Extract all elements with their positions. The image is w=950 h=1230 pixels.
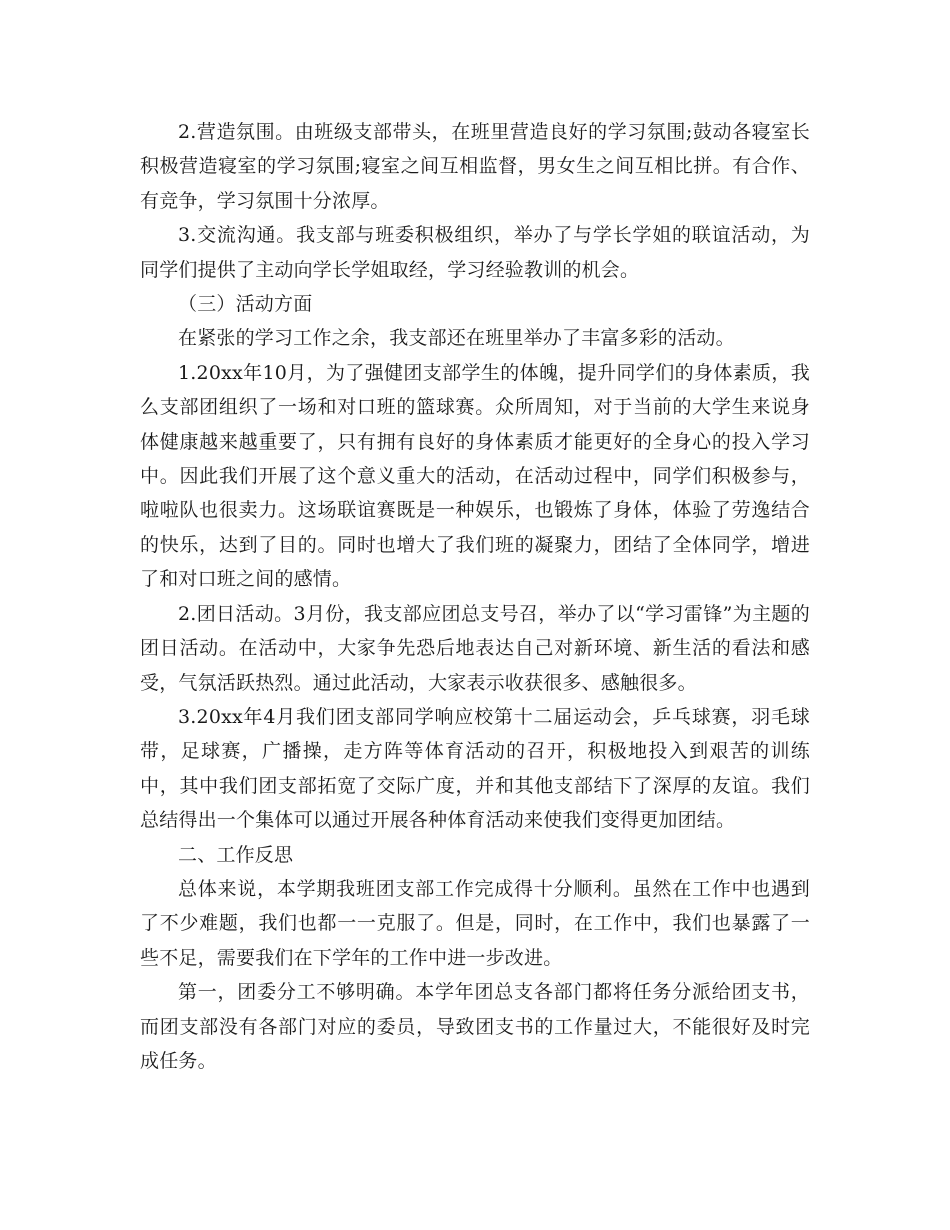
paragraph-basketball: 1.20xx年10月，为了强健团支部学生的体魄，提升同学们的身体素质，我么支部团组织了一场和对口班的篮球赛。众所周知，对于当前的大学生来说身体健康越来越重要了，只有拥有良好的身体素质才能更好的全身心的投入学习中。因此我们开展了这个意义重大的活动，在活动过程中，同学们积极参与，啦啦队也很卖力。这场联谊赛既是一种娱乐，也锻炼了身体，体验了劳逸结合的快乐，达到了目的。同时也增大了我们班的凝聚力，团结了全体同学，增进了和对口班之间的感情。	[140, 361, 810, 591]
paragraph-atmosphere: 2.营造氛围。由班级支部带头，在班里营造良好的学习氛围;鼓动各寝室长积极营造寝室的学习氛围;寝室之间互相监督，男女生之间互相比拼。有合作、有竞争，学习氛围十分浓厚。	[140, 121, 810, 212]
section-heading-reflection: 二、工作反思	[178, 843, 294, 866]
section-heading-activities: （三）活动方面	[178, 293, 313, 316]
paragraph-communication: 3.交流沟通。我支部与班委积极组织，举办了与学长学姐的联谊活动，为同学们提供了主动向学长学姐取经，学习经验教训的机会。	[140, 224, 810, 281]
paragraph-league-day: 2.团日活动。3月份，我支部应团总支号召，举办了以“学习雷锋”为主题的团日活动。在活动中，大家争先恐后地表达自己对新环境、新生活的看法和感受，气氛活跃热烈。通过此活动，大家表示收获很多、感触很多。	[140, 602, 810, 694]
paragraph-sports-meet: 3.20xx年4月我们团支部同学响应校第十二届运动会，乒乓球赛，羽毛球带，足球赛，广播操，走方阵等体育活动的召开，积极地投入到艰苦的训练中，其中我们团支部拓宽了交际广度，并和其他支部结下了深厚的友谊。我们总结得出一个集体可以通过开展各种体育活动来使我们变得更加团结。	[140, 705, 810, 832]
document-body	[140, 115, 810, 1078]
paragraph-reflection-summary: 总体来说，本学期我班团支部工作完成得十分顺利。虽然在工作中也遇到了不少难题，我们也都一一克服了。但是，同时，在工作中，我们也暴露了一些不足，需要我们在下学年的工作中进一步改进。	[140, 877, 810, 969]
paragraph-activities-intro: 在紧张的学习工作之余，我支部还在班里举办了丰富多彩的活动。	[178, 327, 735, 350]
paragraph-reflection-first: 第一，团委分工不够明确。本学年团总支各部门都将任务分派给团支书，而团支部没有各部门对应的委员，导致团支书的工作量过大，不能很好及时完成任务。	[140, 981, 810, 1072]
